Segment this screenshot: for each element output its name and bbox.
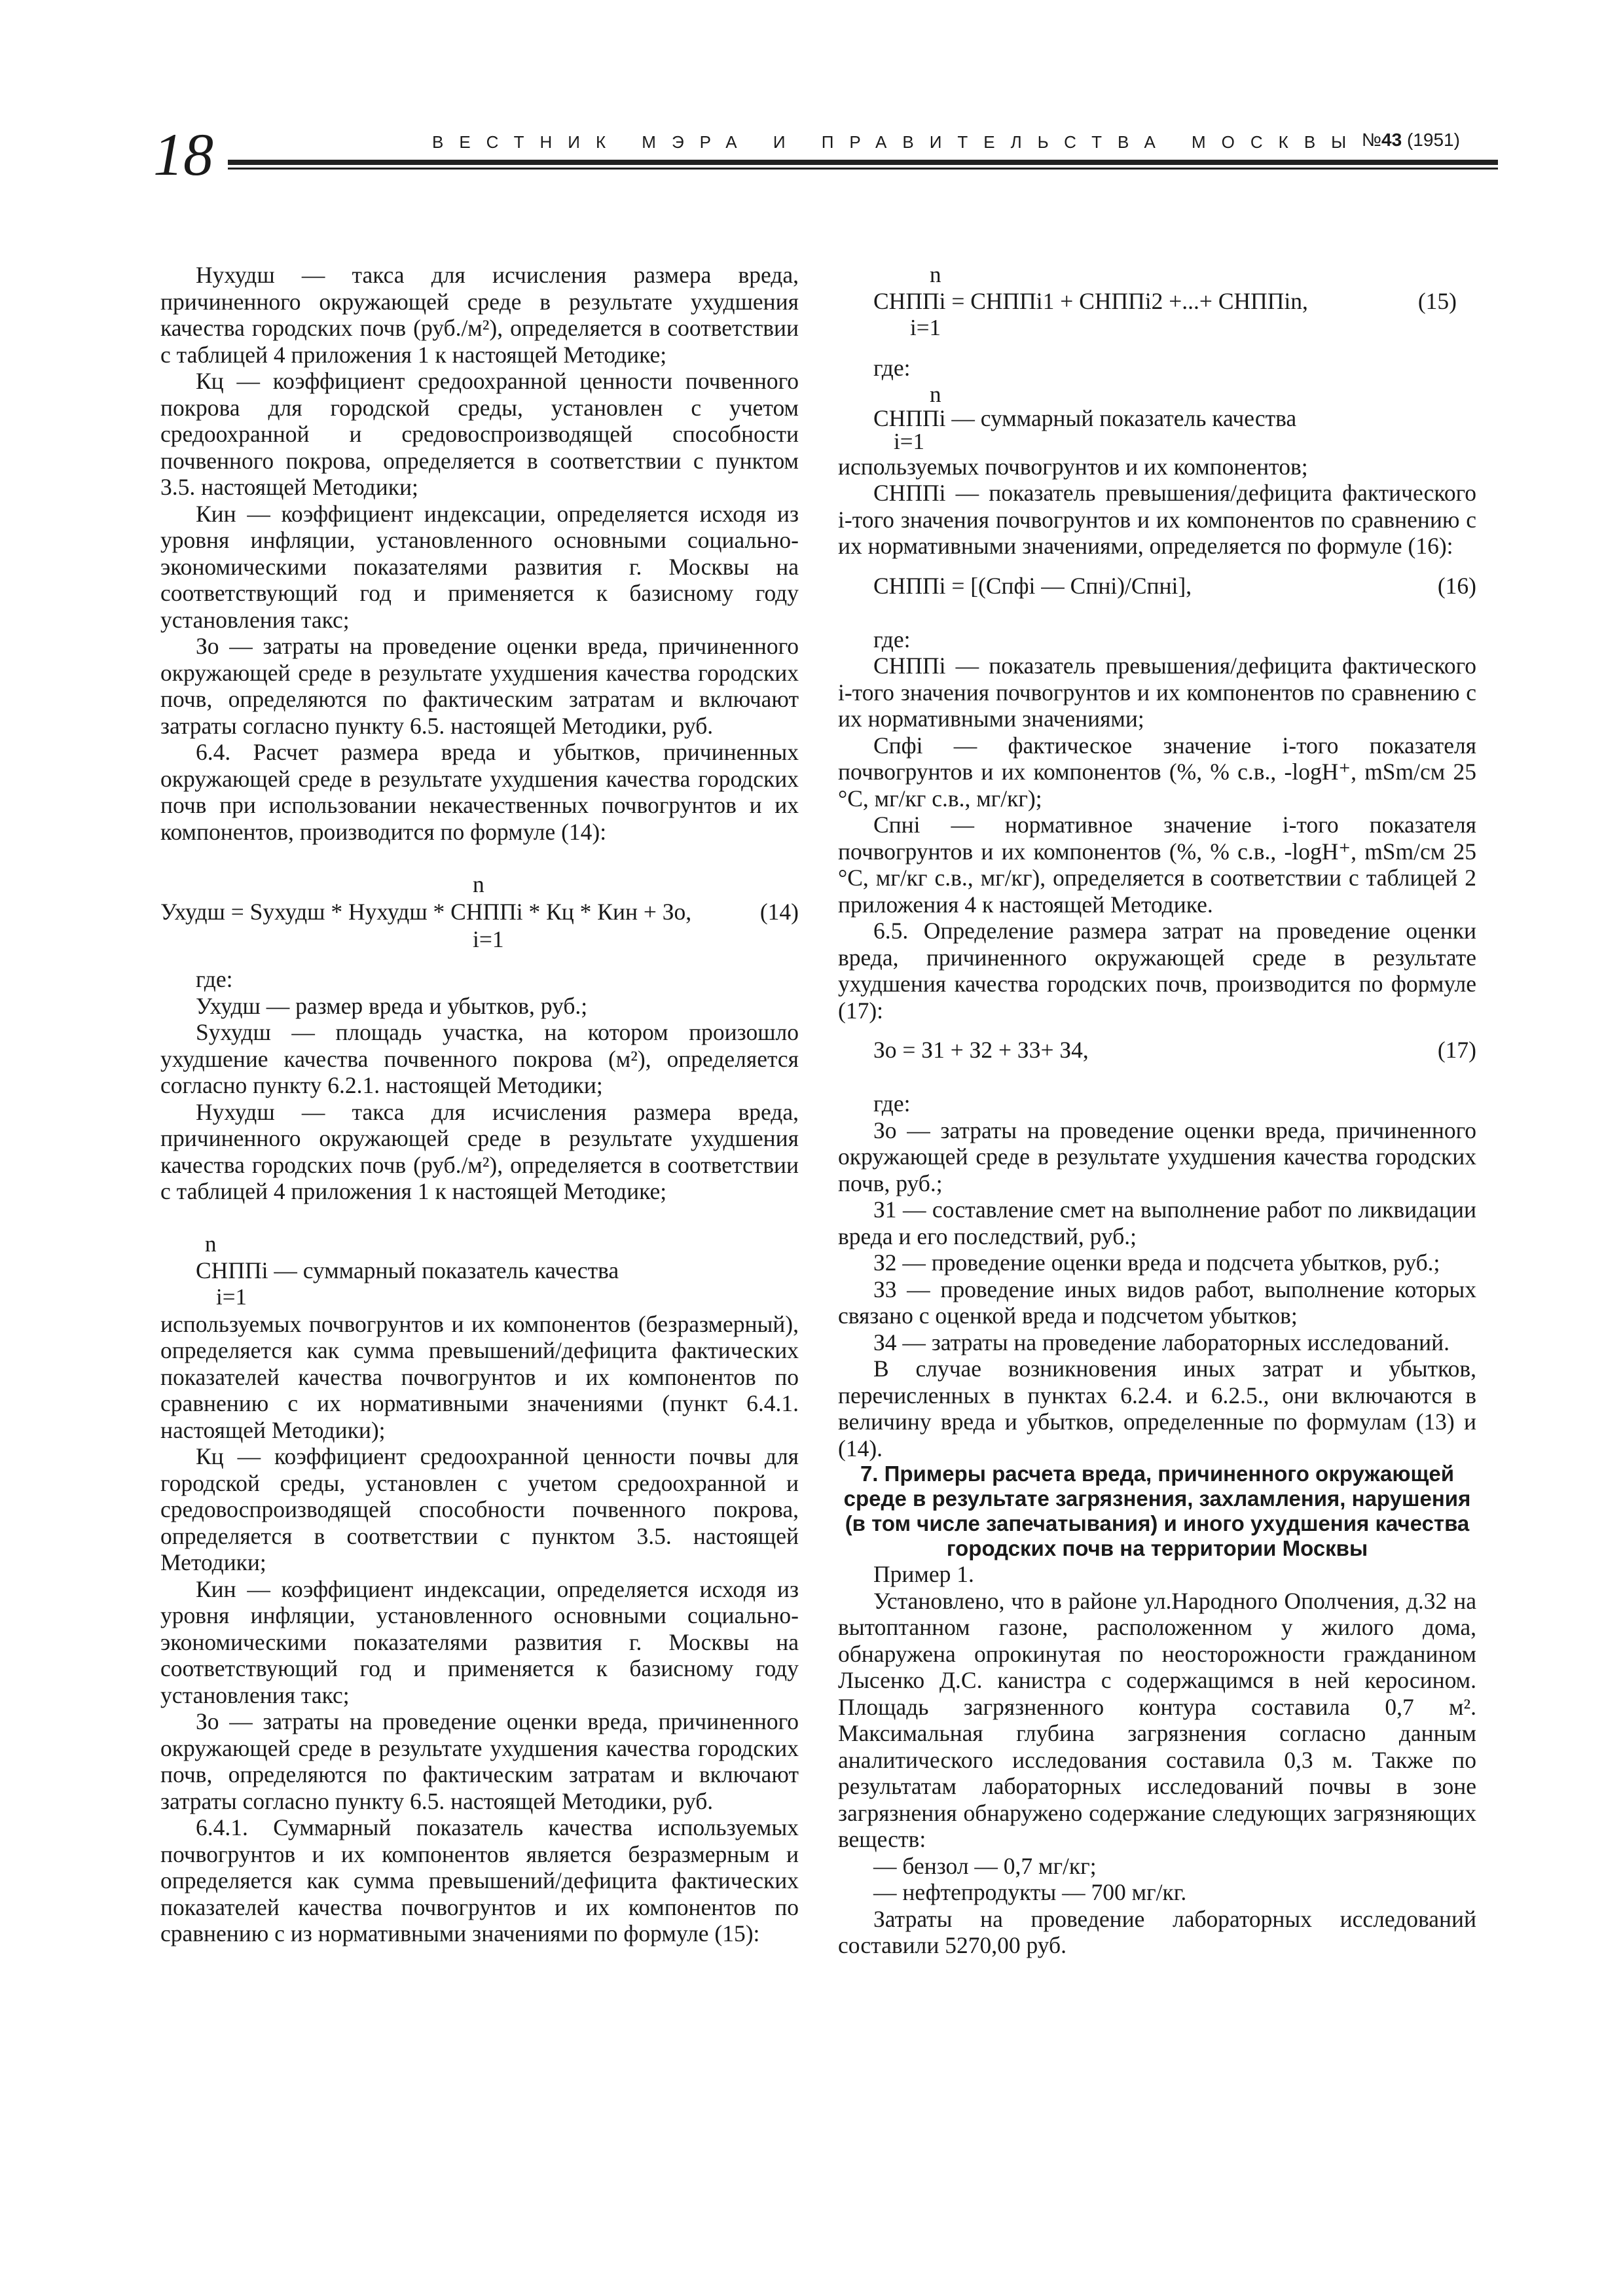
formula-17-number: (17): [1437, 1037, 1476, 1063]
sum-text: СНППi — суммарный показатель качества: [196, 1257, 619, 1283]
sum-upper-limit: n: [930, 262, 941, 287]
formula-15: [838, 262, 1476, 342]
paragraph: З4 — затраты на проведение лабораторных исследований.: [873, 1329, 1450, 1355]
formula-16-text: СНППi = [(Спфi — Спнi)/Спнi],: [873, 572, 1192, 599]
issue-value: 43: [1381, 130, 1402, 150]
issue-prefix: №: [1362, 130, 1382, 150]
formula-17-text: Зо = З1 + З2 + З3+ З4,: [873, 1037, 1089, 1063]
sum-text: СНППi — суммарный показатель качества: [873, 404, 1297, 431]
sum-upper-limit: n: [930, 381, 941, 407]
paragraph: Затраты на проведение лабораторных исследований составили 5270,00 руб.: [838, 1905, 1476, 1958]
sum-block: [160, 1231, 799, 1311]
paragraph: Кц — коэффициент средоохранной ценности почвы для городской среды, установлен с учетом средоохранной и средовоспроизводящей способности почвенного покрова, определяется в соответствии с пунктом 3.5. настоящей Методики;: [160, 1443, 799, 1575]
section-heading: 7. Примеры расчета вреда, причиненного окружающей среде в результате загрязнения, захламления, нарушения (в том числе запечатывания) и иного ухудшения качества городских почв на территории Москвы: [843, 1462, 1471, 1560]
paragraph: используемых почвогрунтов и их компонентов;: [838, 453, 1308, 480]
issue-suffix: (1951): [1406, 130, 1460, 150]
sum-upper-limit: n: [473, 871, 484, 897]
formula-16-number: (16): [1437, 572, 1476, 599]
formula-17: [838, 1024, 1476, 1077]
page-number: 18: [153, 121, 213, 188]
paragraph: СНППi — показатель превышения/дефицита фактического i-того значения почвогрунтов и их компонентов по сравнению с их нормативными значениями, определяется по формуле (16):: [838, 480, 1476, 559]
where-label: где:: [196, 966, 233, 992]
where-label: где:: [873, 1090, 911, 1117]
formula-16: [838, 560, 1476, 613]
formula-14-number: (14): [759, 899, 799, 925]
list-item: — бензол — 0,7 мг/кг;: [873, 1852, 1097, 1879]
paragraph: Кц — коэффициент средоохранной ценности почвенного покрова для городской среды, установлен с учетом средоохранной и средовоспроизводящей способности почвенного покрова, определяется в соответствии с пунктом 3.5. настоящей Методики;: [160, 368, 799, 500]
formula-14: [160, 871, 799, 953]
sum-lower-limit: i=1: [473, 926, 504, 952]
paragraph: Кин — коэффициент индексации, определяется исходя из уровня инфляции, установленного основными социально-экономическими показателями развития г. Москвы на соответствующий год и применяется к базисному году установления такс;: [160, 1575, 799, 1708]
sum-lower-limit: i=1: [910, 315, 941, 340]
header-rule-thick: [228, 160, 1498, 165]
paragraph: Ухудш — размер вреда и убытков, руб.;: [196, 992, 588, 1019]
sum-lower-limit: i=1: [894, 428, 924, 454]
left-column: [160, 262, 799, 1947]
paragraph: В случае возникновения иных затрат и убытков, перечисленных в пунктах 6.2.4. и 6.2.5., они включаются в величину вреда и убытков, определенные по формулам (13) и (14).: [838, 1355, 1476, 1462]
formula-14-text: Ухудш = Sухудш * Нухудш * СНППi * Кц * Кин + Зо,: [160, 899, 692, 925]
paragraph: Зо — затраты на проведение оценки вреда, причиненного окружающей среде в результате ухудшения качества городских почв, руб.;: [838, 1117, 1476, 1196]
header-rule-thin: [228, 168, 1498, 170]
paragraph: 6.5. Определение размера затрат на проведение оценки вреда, причиненного окружающей среде в результате ухудшения качества городских почв, производится по формуле (17):: [838, 918, 1476, 1024]
where-label: где:: [873, 626, 911, 653]
paragraph: Sухудш — площадь участка, на котором произошло ухудшение качества почвенного покрова (м²), определяется согласно пункту 6.2.1. настоящей Методики;: [160, 1019, 799, 1098]
formula-15-text: СНППi = СНППi1 + СНППi2 +...+ СНППin,: [873, 288, 1308, 314]
sum-upper-limit: n: [205, 1230, 217, 1257]
paragraph: Нухудш — такса для исчисления размера вреда, причиненного окружающей среде в результате ухудшения качества городских почв (руб./м²), определяется в соответствии с таблицей 4 приложения 1 к настоящей Методике;: [160, 1098, 799, 1204]
journal-title: ВЕСТНИК МЭРА И ПРАВИТЕЛЬСТВА МОСКВЫ: [432, 132, 1362, 152]
paragraph: Нухудш — такса для исчисления размера вреда, причиненного окружающей среде в результате ухудшения качества городских почв (руб./м²), определяется в соответствии с таблицей 4 приложения 1 к настоящей Методике;: [160, 262, 799, 368]
paragraph: Зо — затраты на проведение оценки вреда, причиненного окружающей среде в результате ухудшения качества городских почв, определяются по фактическим затратам и включают затраты согласно пункту 6.5. настоящей Методики, руб.: [160, 633, 799, 739]
paragraph: Cпфi — фактическое значение i-того показателя почвогрунтов и их компонентов (%, % с.в., -logH⁺, mSm/cм 25 °С, мг/кг с.в., мг/кг);: [838, 732, 1476, 812]
where-label: где:: [873, 355, 911, 381]
right-column: [838, 262, 1476, 1959]
sum-lower-limit: i=1: [216, 1283, 247, 1310]
paragraph: Установлено, что в районе ул.Народного Ополчения, д.32 на вытоптанном газоне, расположенном у жилого дома, обнаружена опрокинутая по неосторожности гражданином Лысенко Д.С. канистра с содержащимся в ней керосином. Площадь загрязненного контура составила 0,7 м². Максимальная глубина загрязнения согласно данным аналитического исследования составила 0,3 м. Также по результатам лабораторных исследований почвы в зоне загрязнения обнаружено содержание следующих загрязняющих веществ:: [838, 1587, 1476, 1852]
paragraph: Кин — коэффициент индексации, определяется исходя из уровня инфляции, установленного основными социально-экономическими показателями развития г. Москвы на соответствующий год и применяется к базисному году установления такс;: [160, 500, 799, 633]
paragraph: Зо — затраты на проведение оценки вреда, причиненного окружающей среде в результате ухудшения качества городских почв, определяются по фактическим затратам и включают затраты согласно пункту 6.5. настоящей Методики, руб.: [160, 1708, 799, 1814]
paragraph: З1 — составление смет на выполнение работ по ликвидации вреда и его последствий, руб.;: [838, 1196, 1476, 1249]
paragraph: 6.4. Расчет размера вреда и убытков, причиненных окружающей среде в результате ухудшения качества городских почв при использовании некачественных почвогрунтов и их компонентов, производится по формуле (14):: [160, 739, 799, 845]
paragraph: 6.4.1. Суммарный показатель качества используемых почвогрунтов и их компонентов является безразмерным и определяется как сумма превышений/дефицита фактических показателей качества почвогрунтов и их компонентов по сравнению с из нормативными значениями по формуле (15):: [160, 1814, 799, 1946]
page-header: [144, 118, 1506, 196]
paragraph: Пример 1.: [873, 1561, 974, 1587]
list-item: — нефтепродукты — 700 мг/кг.: [873, 1879, 1187, 1905]
issue-number: [1362, 130, 1460, 151]
paragraph: З2 — проведение оценки вреда и подсчета убытков, руб.;: [873, 1249, 1440, 1276]
paragraph: Cпнi — нормативное значение i-того показателя почвогрунтов и их компонентов (%, % с.в., -logH⁺, mSm/cм 25 °С, мг/кг с.в., мг/кг), определяется в соответствии с таблицей 2 приложения 4 к настоящей Методике.: [838, 812, 1476, 918]
paragraph: СНППi — показатель превышения/дефицита фактического i-того значения почвогрунтов и их компонентов по сравнению с их нормативными значениями;: [838, 653, 1476, 732]
paragraph: З3 — проведение иных видов работ, выполнение которых связано с оценкой вреда и подсчетом убытков;: [838, 1276, 1476, 1329]
sum-block: [838, 382, 1476, 454]
formula-15-number: (15): [1417, 288, 1457, 314]
paragraph: используемых почвогрунтов и их компонентов (безразмерный), определяется как сумма превышений/дефицита фактических показателей качества почвогрунтов и их компонентов по сравнению с их нормативными значениями (пункт 6.4.1. настоящей Методики);: [160, 1310, 799, 1443]
